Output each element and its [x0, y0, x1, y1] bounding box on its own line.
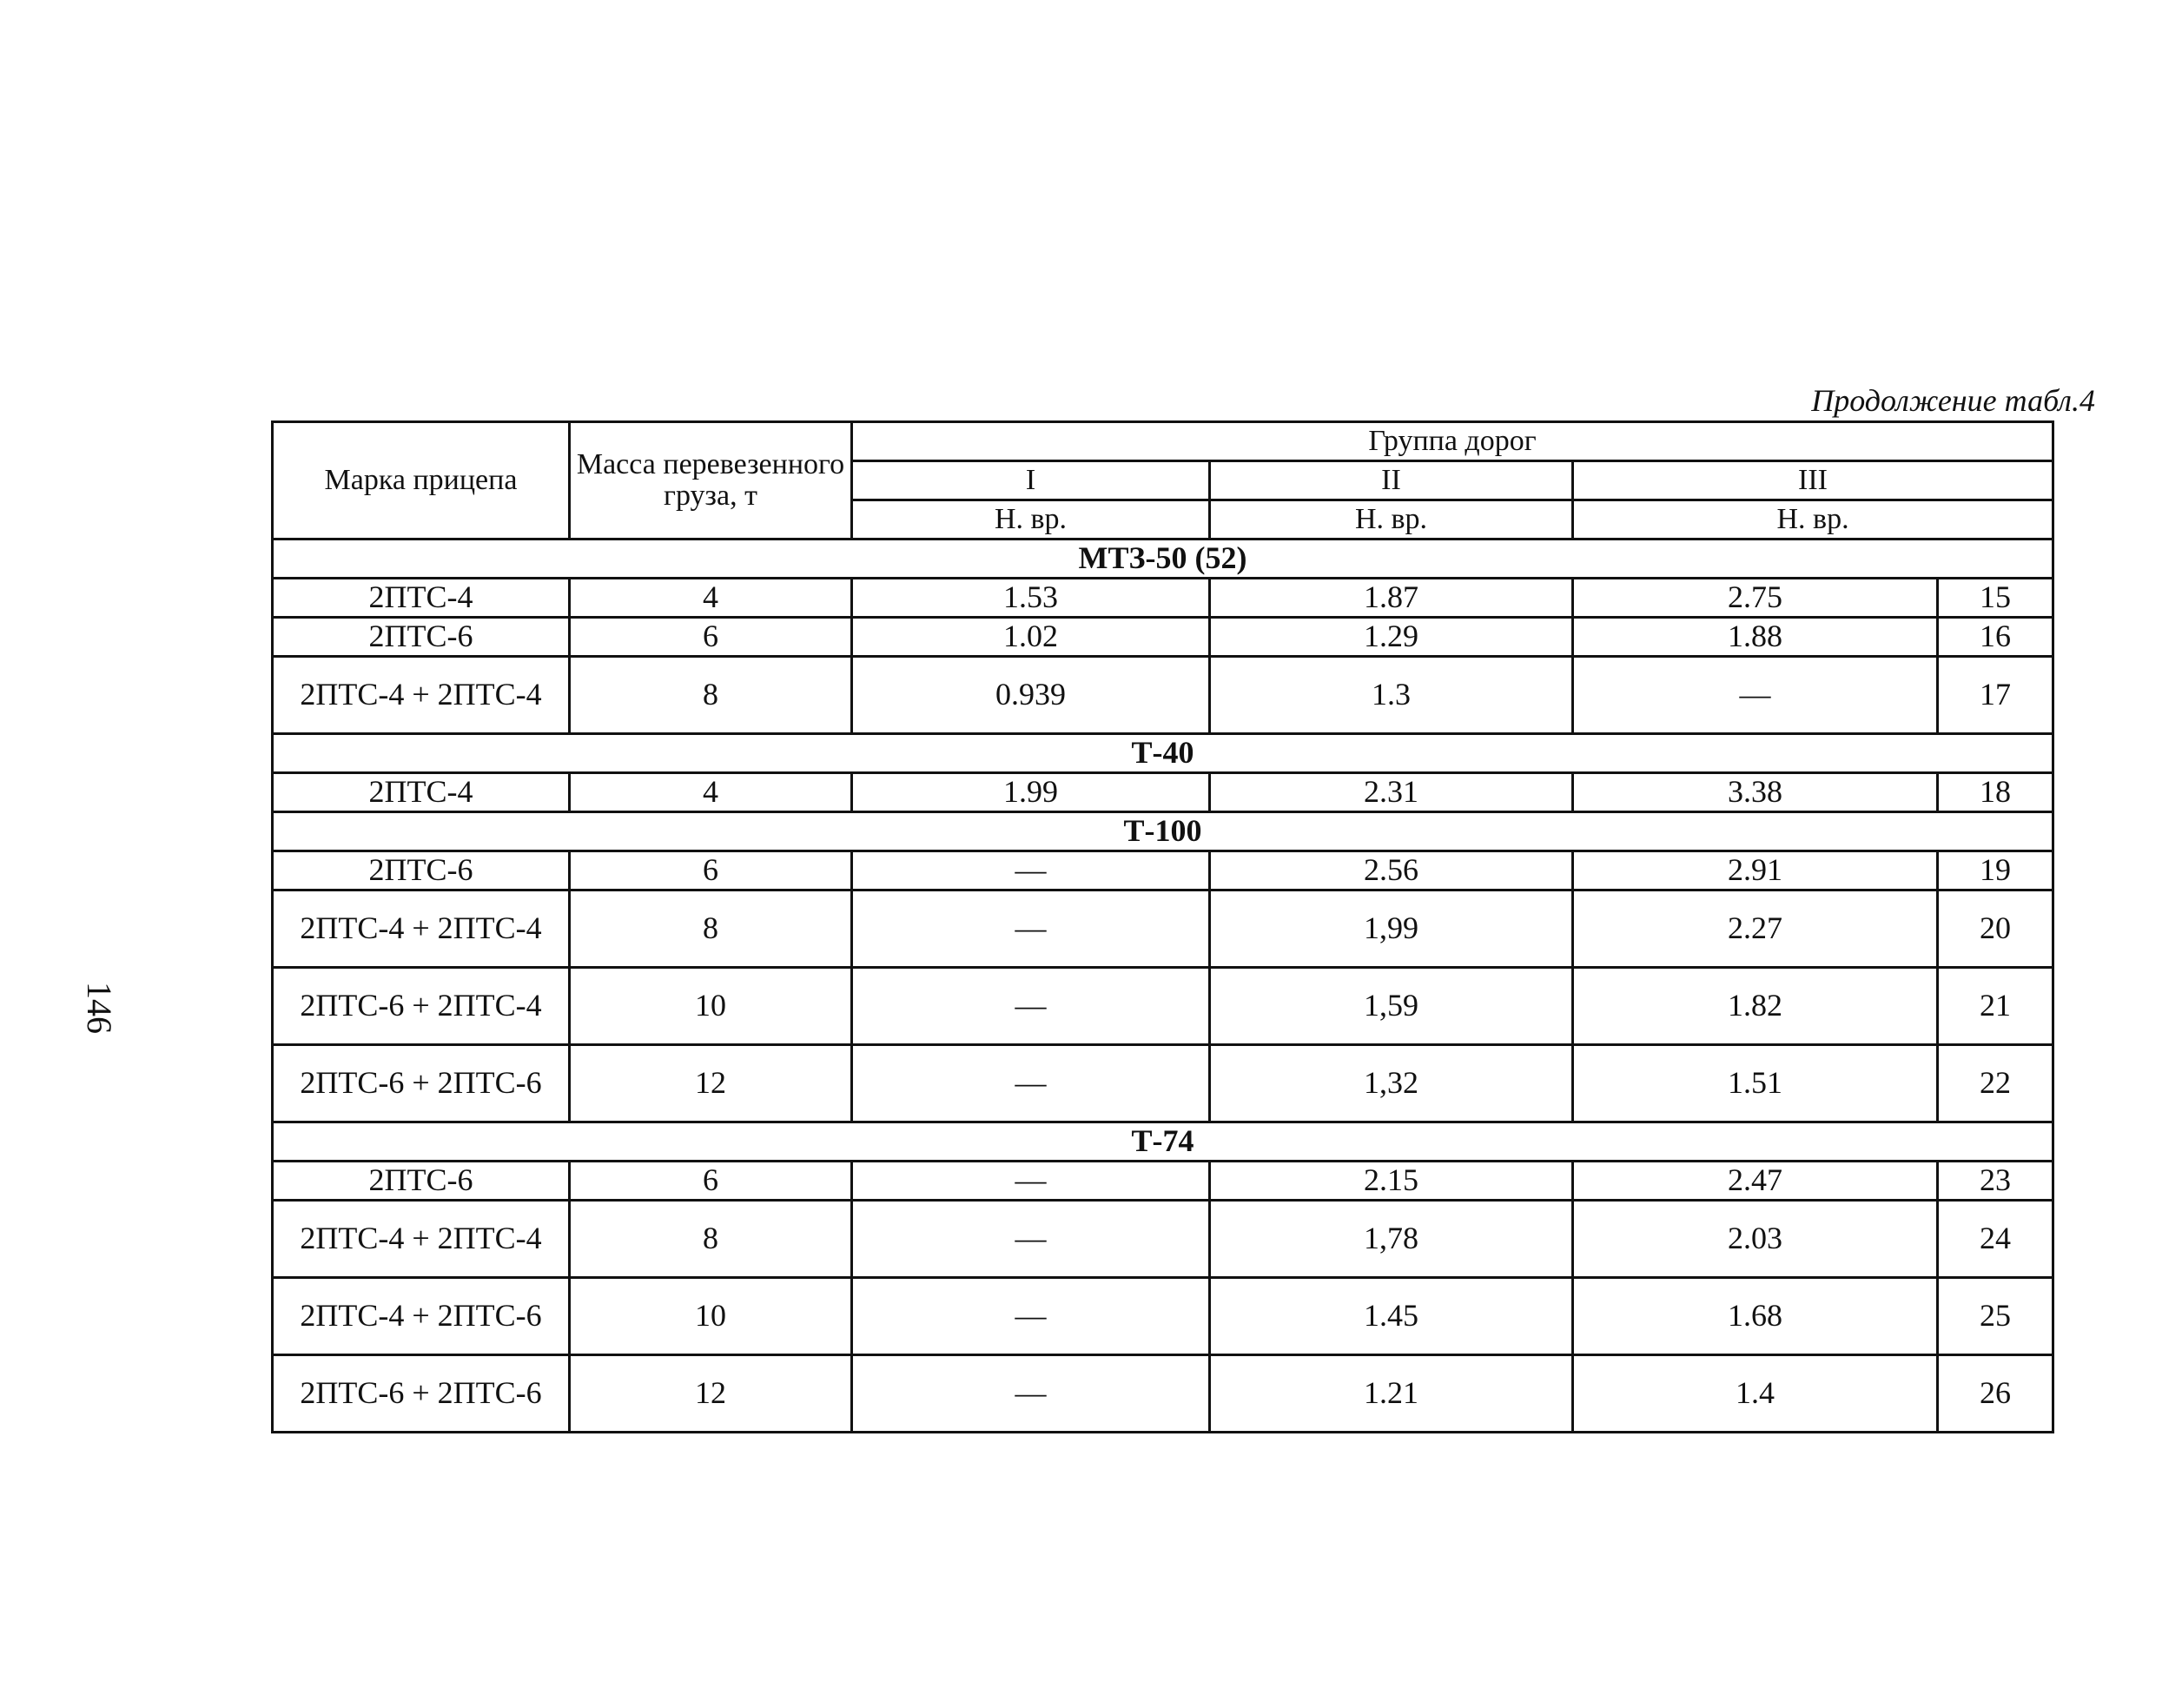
header-mark: Марка прицепа — [273, 422, 570, 540]
cell-group-3: 1.51 — [1573, 1045, 1938, 1122]
cell-group-3: 2.91 — [1573, 851, 1938, 890]
cell-mass: 8 — [570, 657, 852, 734]
cell-mark: 2ПТС-6 + 2ПТС-6 — [273, 1355, 570, 1433]
cell-mark: 2ПТС-4 + 2ПТС-4 — [273, 1201, 570, 1278]
cell-group-2: 1.21 — [1210, 1355, 1573, 1433]
header-unit-3: Н. вр. — [1573, 500, 2053, 540]
cell-group-1: — — [852, 968, 1210, 1045]
cell-mass: 6 — [570, 851, 852, 890]
cell-group-3: 2.27 — [1573, 890, 1938, 968]
cell-group-2: 1.45 — [1210, 1278, 1573, 1355]
cell-mass: 6 — [570, 618, 852, 657]
table-row — [273, 657, 2053, 734]
cell-mass: 12 — [570, 1355, 852, 1433]
table-row — [273, 1278, 2053, 1355]
cell-number: 23 — [1938, 1162, 2053, 1201]
table-row — [273, 890, 2053, 968]
cell-group-2: 1.29 — [1210, 618, 1573, 657]
section-title: МТЗ-50 (52) — [273, 540, 2053, 579]
norms-table — [271, 420, 2054, 1433]
cell-group-1: — — [852, 1278, 1210, 1355]
cell-number: 16 — [1938, 618, 2053, 657]
cell-group-3: 2.75 — [1573, 579, 1938, 618]
cell-mark: 2ПТС-6 — [273, 1162, 570, 1201]
cell-mass: 10 — [570, 1278, 852, 1355]
cell-number: 15 — [1938, 579, 2053, 618]
cell-group-2: 2.31 — [1210, 773, 1573, 812]
cell-group-1: 1.53 — [852, 579, 1210, 618]
header-unit-1: Н. вр. — [852, 500, 1210, 540]
cell-group-2: 1,78 — [1210, 1201, 1573, 1278]
cell-group-2: 1,32 — [1210, 1045, 1573, 1122]
cell-mark: 2ПТС-4 + 2ПТС-6 — [273, 1278, 570, 1355]
cell-group-2: 1.87 — [1210, 579, 1573, 618]
table-row — [273, 851, 2053, 890]
header-group-2: II — [1210, 461, 1573, 500]
cell-group-2: 1.3 — [1210, 657, 1573, 734]
cell-mark: 2ПТС-6 + 2ПТС-4 — [273, 968, 570, 1045]
cell-mark: 2ПТС-4 + 2ПТС-4 — [273, 890, 570, 968]
cell-mass: 6 — [570, 1162, 852, 1201]
cell-number: 21 — [1938, 968, 2053, 1045]
cell-group-3: 3.38 — [1573, 773, 1938, 812]
table-caption: Продолжение табл.4 — [1811, 383, 2095, 418]
cell-mark: 2ПТС-4 — [273, 579, 570, 618]
cell-group-2: 2.15 — [1210, 1162, 1573, 1201]
table-row — [273, 1355, 2053, 1433]
cell-mark: 2ПТС-6 — [273, 851, 570, 890]
header-group-3: III — [1573, 461, 2053, 500]
cell-group-3: 2.03 — [1573, 1201, 1938, 1278]
cell-number: 18 — [1938, 773, 2053, 812]
cell-group-1: 1.99 — [852, 773, 1210, 812]
cell-group-1: — — [852, 1162, 1210, 1201]
cell-group-1: — — [852, 851, 1210, 890]
cell-group-2: 1,99 — [1210, 890, 1573, 968]
header-unit-2: Н. вр. — [1210, 500, 1573, 540]
cell-group-2: 1,59 — [1210, 968, 1573, 1045]
section-title: Т-74 — [273, 1122, 2053, 1162]
cell-group-1: 0.939 — [852, 657, 1210, 734]
cell-group-2: 2.56 — [1210, 851, 1573, 890]
table-row — [273, 1201, 2053, 1278]
cell-mark: 2ПТС-4 + 2ПТС-4 — [273, 657, 570, 734]
cell-group-1: — — [852, 890, 1210, 968]
table-row — [273, 618, 2053, 657]
cell-mass: 4 — [570, 579, 852, 618]
section-title: Т-100 — [273, 812, 2053, 851]
table-row — [273, 579, 2053, 618]
cell-group-1: 1.02 — [852, 618, 1210, 657]
cell-number: 24 — [1938, 1201, 2053, 1278]
cell-number: 25 — [1938, 1278, 2053, 1355]
cell-group-3: 1.88 — [1573, 618, 1938, 657]
cell-mass: 8 — [570, 890, 852, 968]
table-row — [273, 1162, 2053, 1201]
cell-mark: 2ПТС-6 — [273, 618, 570, 657]
cell-mark: 2ПТС-6 + 2ПТС-6 — [273, 1045, 570, 1122]
cell-group-3: 1.68 — [1573, 1278, 1938, 1355]
cell-group-1: — — [852, 1045, 1210, 1122]
table-row — [273, 1045, 2053, 1122]
cell-number: 19 — [1938, 851, 2053, 890]
page-number: 146 — [80, 982, 119, 1034]
cell-mass: 12 — [570, 1045, 852, 1122]
cell-mass: 4 — [570, 773, 852, 812]
cell-number: 17 — [1938, 657, 2053, 734]
cell-group-3: — — [1573, 657, 1938, 734]
cell-number: 22 — [1938, 1045, 2053, 1122]
cell-group-3: 1.4 — [1573, 1355, 1938, 1433]
section-title: Т-40 — [273, 734, 2053, 773]
cell-group-3: 2.47 — [1573, 1162, 1938, 1201]
table-row — [273, 773, 2053, 812]
header-road-group: Группа дорог — [852, 422, 2053, 461]
cell-mass: 8 — [570, 1201, 852, 1278]
cell-group-3: 1.82 — [1573, 968, 1938, 1045]
cell-mass: 10 — [570, 968, 852, 1045]
header-group-1: I — [852, 461, 1210, 500]
cell-group-1: — — [852, 1201, 1210, 1278]
cell-mark: 2ПТС-4 — [273, 773, 570, 812]
cell-group-1: — — [852, 1355, 1210, 1433]
cell-number: 20 — [1938, 890, 2053, 968]
table-row — [273, 968, 2053, 1045]
header-mass: Масса перевезенного груза, т — [570, 422, 852, 540]
cell-number: 26 — [1938, 1355, 2053, 1433]
